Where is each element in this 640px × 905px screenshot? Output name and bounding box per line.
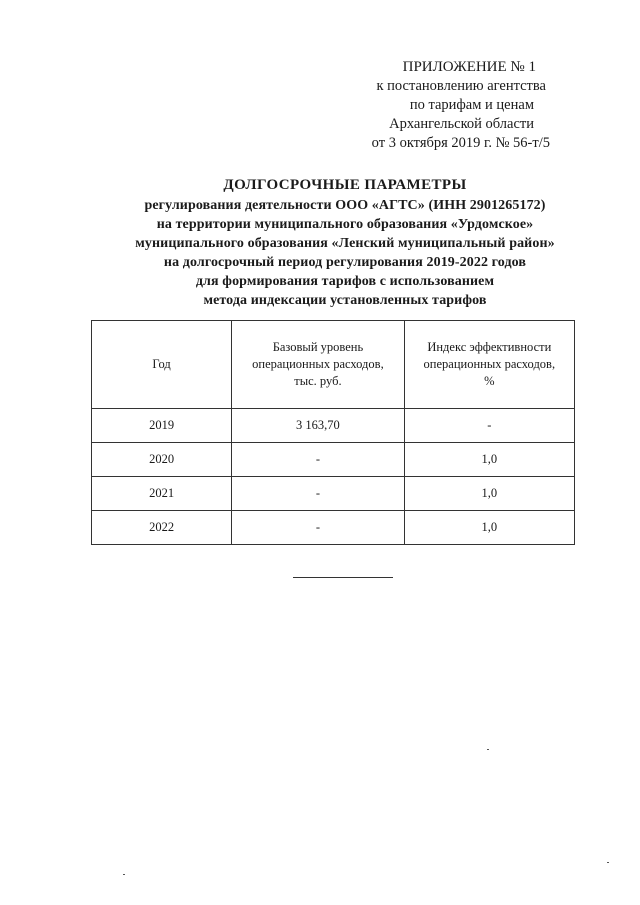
title-line-district: муниципального образования «Ленский муниципальный район» [135,236,555,251]
header-base-line: Базовый уровень [272,340,364,354]
cell-base-level: - [232,477,404,511]
header-base-level [232,321,404,409]
table-row [92,477,575,511]
cell-efficiency-index: 1,0 [404,511,574,545]
cell-efficiency-index: - [404,409,574,443]
table-row [92,443,575,477]
cell-efficiency-index: 1,0 [404,477,574,511]
table-row [92,511,575,545]
cell-base-level: - [232,511,404,545]
cell-base-level: 3 163,70 [232,409,404,443]
closing-rule [293,577,393,578]
title-heading: ДОЛГОСРОЧНЫЕ ПАРАМЕТРЫ [223,177,467,193]
cell-base-level: - [232,443,404,477]
appendix-heading: ПРИЛОЖЕНИЕ № 1 [402,59,536,75]
parameters-table [91,320,575,545]
appendix-line-decree: к постановлению агентства [376,78,546,94]
cell-efficiency-index: 1,0 [404,443,574,477]
scan-speck [607,862,609,863]
header-index-line: % [484,374,495,388]
title-line-municipality: на территории муниципального образования «Урдомское» [156,217,534,232]
cell-year: 2019 [92,409,232,443]
appendix-line-agency: по тарифам и ценам [409,97,534,113]
cell-year: 2022 [92,511,232,545]
table-header-row [92,321,575,409]
header-efficiency-index [404,321,574,409]
header-index-line: операционных расходов, [423,357,556,371]
title-line-purpose: для формирования тарифов с использованием [195,274,495,289]
scan-speck [487,749,489,750]
title-line-method: метода индексации установленных тарифов [203,293,487,308]
appendix-line-date: от 3 октября 2019 г. № 56-т/5 [371,135,550,151]
cell-year: 2021 [92,477,232,511]
header-base-line: операционных расходов, [252,357,384,371]
header-year: Год [92,321,232,409]
header-base-line: тыс. руб. [294,374,342,388]
title-line-company: регулирования деятельности ООО «АГТС» (ИНН 2901265172) [144,198,546,213]
appendix-block [372,58,550,153]
title-line-period: на долгосрочный период регулирования 2019-2022 годов [163,255,527,270]
appendix-line-region: Архангельской области [389,116,534,132]
table-row [92,409,575,443]
cell-year: 2020 [92,443,232,477]
document-title [60,176,630,310]
header-index-line: Индекс эффективности [427,340,552,354]
scan-speck [123,874,125,875]
